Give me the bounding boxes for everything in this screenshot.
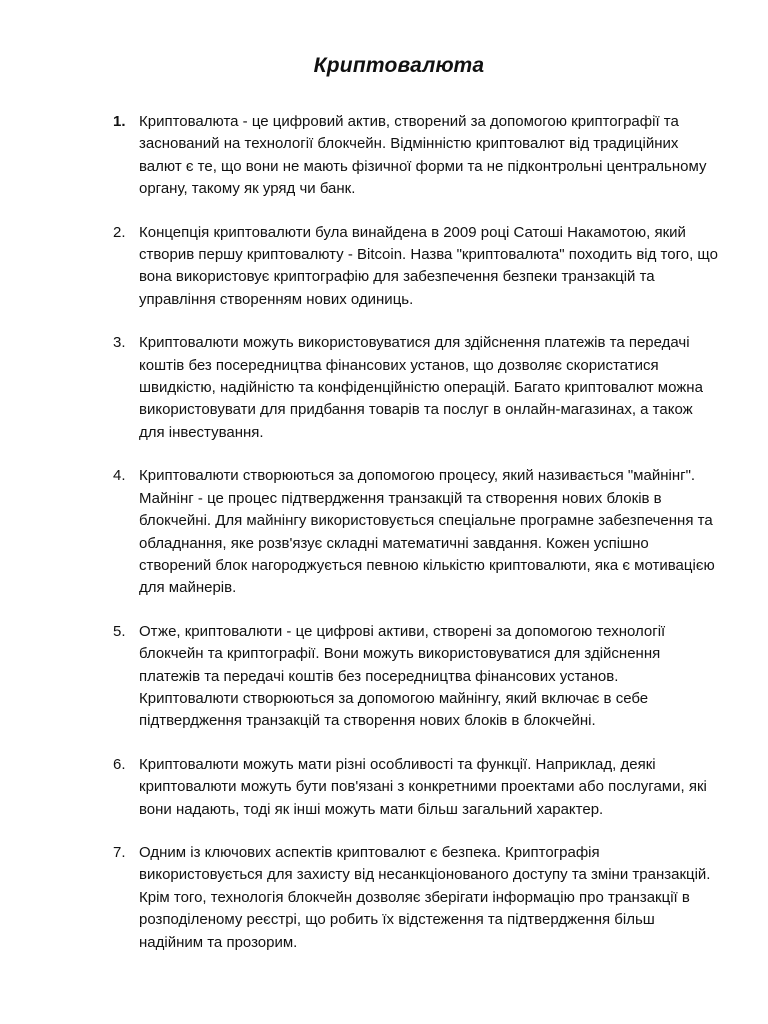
list-item xyxy=(113,332,719,444)
list-item xyxy=(113,621,719,733)
list-item-text: Криптовалюти створюються за допомогою процесу, який називається "майнінг". Майнінг - це процес підтвердження транзакцій та створення нових блоків в блокчейні. Для майнінгу використовується спеціальне програмне забезпечення та обладнання, яке розв'язує складні математичні завдання. Кожен успішно створений блок нагороджується певною кількістю криптовалюти, яка є мотивацією для майнерів. xyxy=(139,467,715,597)
list-item-number: 1. xyxy=(113,113,126,130)
list-item-text: Концепція криптовалюти була винайдена в 2009 році Сатоші Накамотою, який створив першу криптовалюту - Bitcoin. Назва "криптовалюта" походить від того, що вона використовує криптографію для забезпечення безпеки транзакцій та управління створенням нових одиниць. xyxy=(139,223,718,308)
list-item-text: Одним із ключових аспектів криптовалют є безпека. Криптографія використовується для захисту від несанкціонованого доступу та зміни транзакцій. Крім того, технологія блокчейн дозволяє зберігати інформацію про транзакції в розподіленому реєстрі, що робить їх відстеження та підтвердження більш надійним та прозорим. xyxy=(139,843,711,951)
list-item xyxy=(113,222,719,312)
list-item xyxy=(113,465,719,599)
list-item-text: Отже, криптовалюти - це цифрові активи, створені за допомогою технології блокчейн та криптографії. Вони можуть використовуватися для здійснення платежів та передачі коштів без посередництва фінансових установ. Криптовалюти створюються за допомогою майнінгу, який включає в себе підтвердження транзакцій та створення нових блоків в блокчейні. xyxy=(139,622,666,730)
list-item-number: 7. xyxy=(113,843,126,861)
list-item-number: 3. xyxy=(113,334,126,352)
numbered-list xyxy=(113,111,719,975)
list-item-number: 5. xyxy=(113,622,126,640)
list-item-text: Криптовалюта - це цифровий актив, створений за допомогою криптографії та заснований на технології блокчейн. Відмінністю криптовалют від традиційних валют є те, що вони не мають фізичної форми та не підконтрольні центральному органу, такому як уряд чи банк. xyxy=(139,113,707,198)
list-item xyxy=(113,842,719,954)
document-title: Криптовалюта xyxy=(313,54,485,77)
list-item-number: 2. xyxy=(113,223,126,241)
list-item-text: Криптовалюти можуть використовуватися для здійснення платежів та передачі коштів без посередництва фінансових установ, що дозволяє скористатися швидкістю, надійністю та конфіденційністю операцій. Багато криптовалют можна використовувати для придбання товарів та послуг в онлайн-магазинах, а також для інвестування. xyxy=(139,334,703,441)
list-item-number: 6. xyxy=(113,755,126,773)
list-item-text: Криптовалюти можуть мати різні особливості та функції. Наприклад, деякі криптовалюти можуть бути пов'язані з конкретними проектами або послугами, які вони надають, тоді як інші можуть мати більш загальний характер. xyxy=(139,755,707,818)
list-item-number: 4. xyxy=(113,467,126,485)
list-item xyxy=(113,111,719,201)
list-item xyxy=(113,754,719,821)
